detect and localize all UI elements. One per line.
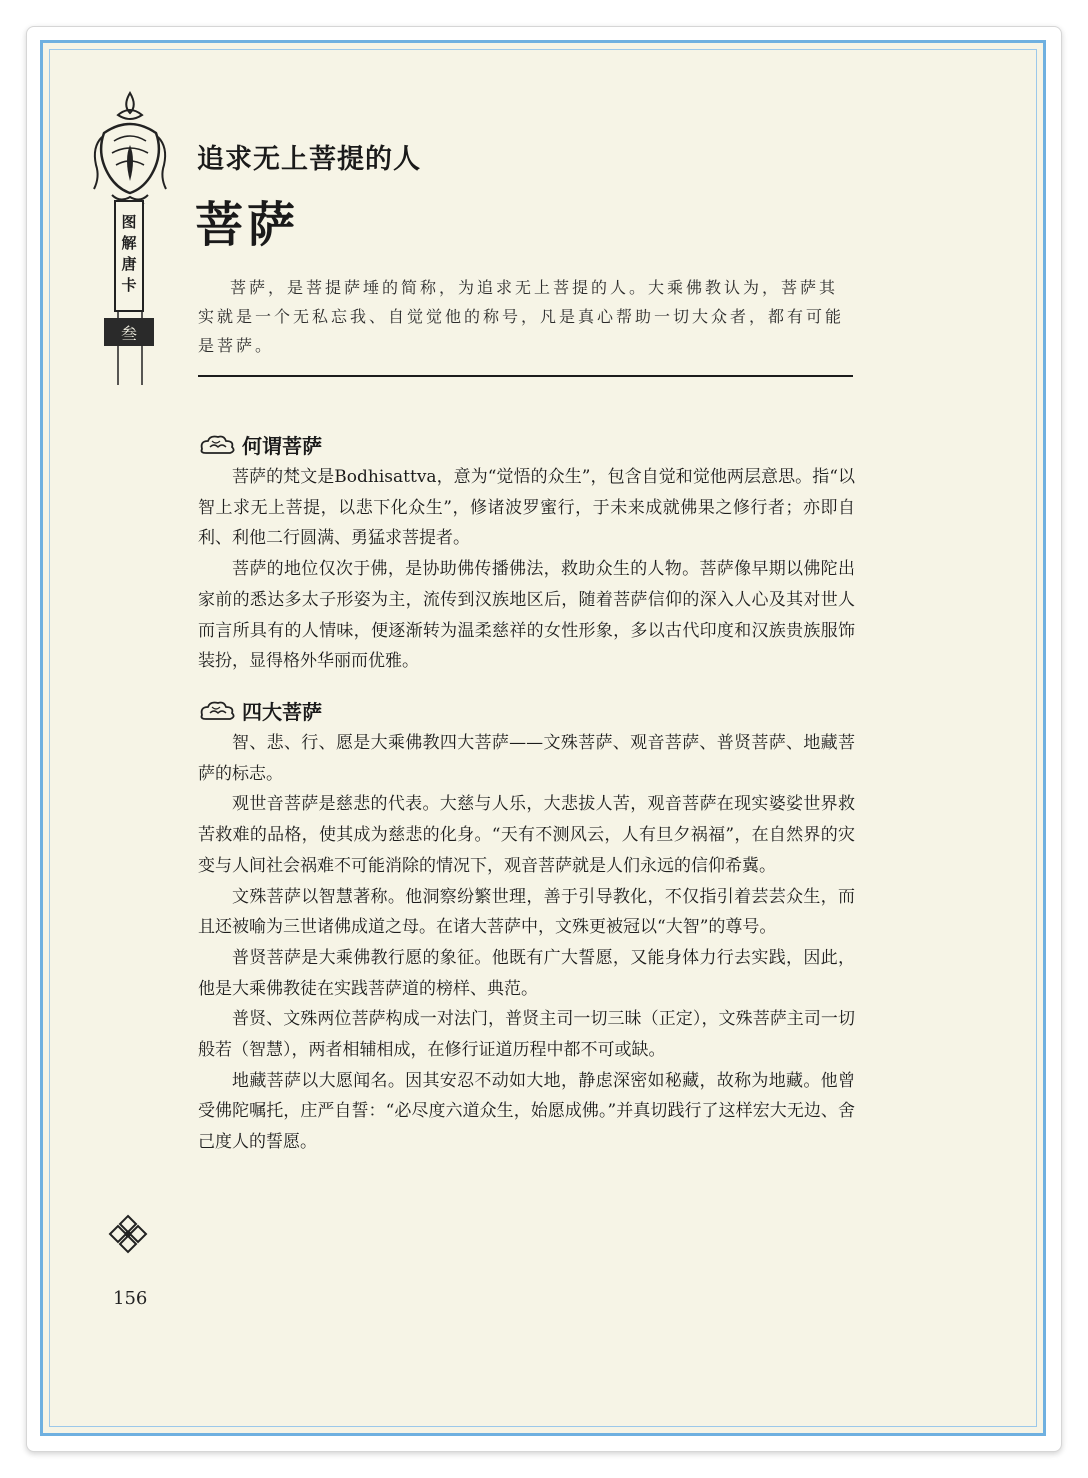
series-label: 图解唐卡 [119,214,138,298]
intro-paragraph: 菩萨，是菩提萨埵的简称，为追求无上菩提的人。大乘佛教认为，菩萨其实就是一个无私忘我、自觉觉他的称号，凡是真心帮助一切大众者，都有可能是菩萨。 [198,278,845,355]
section-divider [198,375,853,377]
page-number: 156 [113,1288,148,1309]
section-title: 何谓菩萨 [242,434,322,458]
section-body-1 [198,462,855,677]
body-paragraph: 智、悲、行、愿是大乘佛教四大菩萨——文殊菩萨、观音菩萨、普贤菩萨、地藏菩萨的标志。 [198,733,855,784]
body-paragraph: 普贤、文殊两位菩萨构成一对法门，普贤主司一切三昧（正定），文殊菩萨主司一切般若（智慧），两者相辅相成，在修行证道历程中都不可或缺。 [198,1009,855,1061]
body-paragraph: 菩萨的地位仅次于佛，是协助佛传播佛法，救助众生的人物。菩萨像早期以佛陀出家前的悉达多太子形姿为主，流传到汉族地区后，随着菩萨信仰的深入人心及其对世人而言所具有的人情味，便逐渐转为温柔慈祥的女性形象，多以古代印度和汉族贵族服饰装扮，显得格外华丽而优雅。 [198,559,855,672]
volume-label: 叁 [120,323,137,343]
body-paragraph: 普贤菩萨是大乘佛教行愿的象征。他既有广大誓愿，又能身体力行去实践，因此，他是大乘佛教徒在实践菩萨道的榜样、典范。 [198,947,855,999]
page-subtitle: 追求无上菩提的人 [197,144,421,175]
body-paragraph: 菩萨的梵文是Bodhisattva，意为“觉悟的众生”，包含自觉和觉他两层意思。指“以智上求无上菩提，以悲下化众生”，修诸波罗蜜行，于未来成就佛果之修行者；亦即自利、利他二行圆满、勇猛求菩提者。 [198,467,855,549]
section-body-2 [198,728,855,1158]
auspicious-cloud-icon [198,433,238,457]
section-title: 四大菩萨 [242,700,322,724]
section-heading-2 [198,696,322,725]
body-paragraph: 观世音菩萨是慈悲的代表。大慈与人乐，大悲拔人苦，观音菩萨在现实婆娑世界救苦救难的品格，使其成为慈悲的化身。“天有不测风云，人有旦夕祸福”，在自然界的灾变与人间社会祸难不可能消除的情况下，观音菩萨就是人们永远的信仰希冀。 [198,794,855,876]
series-label-box [114,200,144,312]
page-title: 菩萨 [195,197,300,253]
auspicious-cloud-icon [198,699,238,723]
body-paragraph: 地藏菩萨以大愿闻名。因其安忍不动如大地，静虑深密如秘藏，故称为地藏。他曾受佛陀嘱托，庄严自誓：“必尽度六道众生，始愿成佛。”并真切践行了这样宏大无边、舍己度人的誓愿。 [198,1070,855,1153]
body-paragraph: 文殊菩萨以智慧著称。他洞察纷繁世理，善于引导教化，不仅指引着芸芸众生，而且还被喻为三世诸佛成道之母。在诸大菩萨中，文殊更被冠以“大智”的尊号。 [198,886,855,938]
endless-knot-icon [106,1212,150,1256]
section-heading-1 [198,430,322,459]
volume-tag [104,318,154,346]
